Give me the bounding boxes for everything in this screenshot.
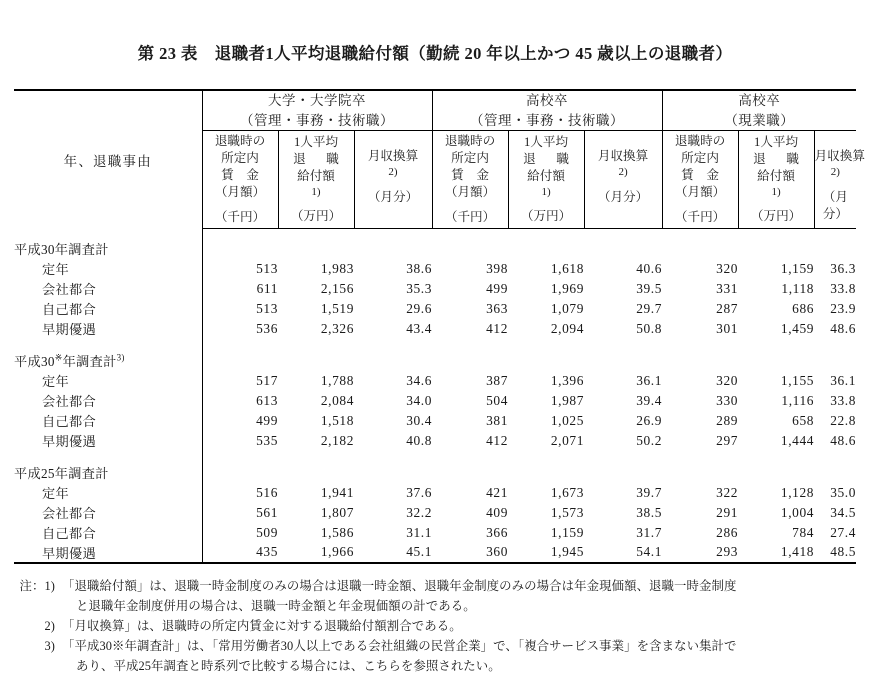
cell-value: 297 xyxy=(716,432,739,448)
note-line: 「平成30※年調査計」は、「常用労働者30人以上である会社組織の民営企業」で、「複合サービス事業」を含まない集計で xyxy=(62,638,737,653)
group-header-highschool-manual-line2: （現業職） xyxy=(724,112,795,128)
cell-value: 35.3 xyxy=(406,280,433,296)
cell-value: 286 xyxy=(716,524,739,540)
block-heading-text-post: 年調査計 xyxy=(62,353,117,369)
group-header-highschool-manual-line1: 高校卒 xyxy=(738,93,781,108)
block-heading-text: 平成30年調査計 xyxy=(14,241,109,257)
cell-value: 1,155 xyxy=(780,372,815,388)
cell-value: 516 xyxy=(256,484,278,500)
cell-value: 1,004 xyxy=(780,504,815,520)
table-row xyxy=(14,371,856,391)
table-block-spacer xyxy=(14,339,856,350)
cell-value: 1,459 xyxy=(780,320,815,336)
subheader-line: 1人平均 xyxy=(523,135,569,149)
table-row xyxy=(14,319,856,339)
cell-value: 289 xyxy=(716,412,739,428)
cell-value: 39.4 xyxy=(636,392,663,408)
table-row xyxy=(14,411,856,431)
group-header-highschool-admin xyxy=(432,90,662,131)
subheader-unit: （万円） xyxy=(290,209,342,224)
row-label: 早期優遇 xyxy=(14,319,202,339)
cell-value: 1,116 xyxy=(781,392,815,408)
cell-value: 2,156 xyxy=(320,280,354,296)
note-line: あり、平成25年調査と時系列で比較する場合には、こちらを参照されたい。 xyxy=(76,659,501,673)
subheader-line: 1人平均 xyxy=(754,135,799,149)
subheader-line: 所定内 xyxy=(681,150,719,165)
cell-value: 31.7 xyxy=(636,524,663,540)
note-text xyxy=(62,636,854,676)
subheader-benefit-highschool-admin xyxy=(508,131,584,229)
cell-value: 38.6 xyxy=(406,260,433,276)
cell-value: 37.6 xyxy=(406,484,433,500)
subheader-unit: （月分） xyxy=(597,189,649,204)
block-heading-empty xyxy=(202,238,856,259)
cell-value: 50.2 xyxy=(636,432,663,448)
table-notes xyxy=(16,576,854,676)
cell-value: 611 xyxy=(256,280,278,296)
table-row xyxy=(14,543,856,563)
cell-value: 1,673 xyxy=(550,484,585,500)
cell-value: 561 xyxy=(256,504,278,520)
cell-value: 287 xyxy=(716,300,739,316)
cell-value: 360 xyxy=(432,543,508,563)
cell-value: 784 xyxy=(792,524,815,540)
cell-value: 1,983 xyxy=(320,260,354,276)
row-label: 会社都合 xyxy=(14,391,202,411)
table-row xyxy=(14,503,856,523)
table-row xyxy=(14,299,856,319)
subheader-footnote-ref: 1) xyxy=(771,185,781,198)
cell-value: 33.8 xyxy=(830,280,857,296)
block-heading-text-pre: 平成30 xyxy=(14,353,55,369)
subheader-unit: （月分） xyxy=(367,189,419,204)
block-heading-label xyxy=(14,238,202,259)
subheader-wage-highschool-admin xyxy=(432,131,508,229)
cell-value: 30.4 xyxy=(406,412,433,428)
subheader-line: 退 職 xyxy=(753,151,803,166)
block-heading-label xyxy=(14,350,202,371)
subheader-unit: （万円） xyxy=(750,209,802,224)
cell-value: 1,969 xyxy=(550,280,585,296)
cell-value: 513 xyxy=(256,300,278,316)
cell-value: 29.7 xyxy=(636,300,663,316)
spacer xyxy=(815,131,857,148)
subheader-wage-university xyxy=(202,131,278,229)
cell-value: 2,182 xyxy=(320,432,354,448)
cell-value: 322 xyxy=(716,484,739,500)
cell-value: 32.2 xyxy=(406,504,433,520)
cell-value: 499 xyxy=(256,412,278,428)
block-heading-footnote-ref: 3) xyxy=(116,352,125,363)
cell-value: 34.5 xyxy=(830,504,857,520)
subheader-line: 退職時の xyxy=(444,133,496,148)
row-label: 自己都合 xyxy=(14,411,202,431)
subheader-months-university xyxy=(354,131,432,229)
spacer-cell xyxy=(14,229,202,238)
cell-value: 36.1 xyxy=(830,372,857,388)
cell-value: 48.5 xyxy=(814,543,856,563)
cell-value: 2,071 xyxy=(550,432,585,448)
subheader-line: 賃 金 xyxy=(681,167,719,182)
cell-value: 2,326 xyxy=(320,320,354,336)
subheader-footnote-ref: 2) xyxy=(618,166,628,178)
spacer-cell xyxy=(202,229,856,238)
note-text xyxy=(62,616,854,636)
group-header-university-line2: （管理・事務・技術職） xyxy=(240,112,395,128)
row-label: 会社都合 xyxy=(14,503,202,523)
cell-value: 1,418 xyxy=(738,543,814,563)
cell-value: 1,618 xyxy=(550,260,585,276)
cell-value: 50.8 xyxy=(636,320,663,336)
group-header-highschool-admin-line1: 高校卒 xyxy=(526,93,569,108)
cell-value: 45.1 xyxy=(354,543,432,563)
cell-value: 412 xyxy=(486,320,509,336)
table-row xyxy=(14,483,856,503)
cell-value: 48.6 xyxy=(830,432,857,448)
spacer-cell xyxy=(14,339,202,350)
note-label: 2) xyxy=(44,618,55,633)
group-header-university-line1: 大学・大学院卒 xyxy=(268,93,367,108)
cell-value: 39.7 xyxy=(636,484,663,500)
subheader-wage-highschool-manual xyxy=(662,131,738,229)
cell-value: 38.5 xyxy=(636,504,663,520)
table-body-top-spacer xyxy=(14,229,856,238)
stub-column-header xyxy=(14,90,202,229)
cell-value: 2,094 xyxy=(550,320,585,336)
spacer xyxy=(585,131,662,148)
subheader-line: 給付額 xyxy=(527,168,565,183)
subheader-months-highschool-admin xyxy=(584,131,662,229)
block-heading-text: 平成25年調査計 xyxy=(14,465,109,481)
row-label: 自己都合 xyxy=(14,299,202,319)
cell-value: 1,573 xyxy=(550,504,585,520)
subheader-line: 給付額 xyxy=(297,168,335,183)
note-text xyxy=(62,576,854,616)
table-block-heading-row xyxy=(14,462,856,483)
cell-value: 398 xyxy=(486,260,509,276)
cell-value: 686 xyxy=(792,300,815,316)
cell-value: 36.3 xyxy=(830,260,857,276)
stub-header-label: 年、退職事由 xyxy=(63,153,152,169)
subheader-footnote-ref: 2) xyxy=(830,166,840,178)
subheader-months-highschool-manual xyxy=(814,131,865,229)
cell-value: 2,084 xyxy=(320,392,354,408)
cell-value: 409 xyxy=(486,504,509,520)
cell-value: 1,118 xyxy=(781,280,815,296)
cell-value: 293 xyxy=(662,543,738,563)
note-line: 「退職給付額」は、退職一時金制度のみの場合は退職一時金額、退職年金制度のみの場合は年金現価額、退職一時金制度 xyxy=(62,578,737,593)
table-row xyxy=(14,279,856,299)
block-heading-asterisk-mark: ※ xyxy=(54,352,63,363)
cell-value: 331 xyxy=(716,280,739,296)
table-group-header-row xyxy=(14,90,856,131)
block-heading-empty xyxy=(202,350,856,371)
row-label: 定年 xyxy=(14,259,202,279)
cell-value: 517 xyxy=(256,372,278,388)
cell-value: 320 xyxy=(716,372,739,388)
cell-value: 320 xyxy=(716,260,739,276)
cell-value: 535 xyxy=(256,432,278,448)
cell-value: 1,518 xyxy=(320,412,354,428)
cell-value: 291 xyxy=(716,504,739,520)
subheader-line: 月収換算 xyxy=(814,149,865,164)
cell-value: 26.9 xyxy=(636,412,663,428)
cell-value: 513 xyxy=(256,260,278,276)
cell-value: 435 xyxy=(202,543,278,563)
subheader-line: 所定内 xyxy=(451,150,489,165)
subheader-line: 給付額 xyxy=(757,168,795,183)
row-label: 早期優遇 xyxy=(14,431,202,451)
cell-value: 301 xyxy=(716,320,739,336)
cell-value: 27.4 xyxy=(830,524,857,540)
block-heading-label xyxy=(14,462,202,483)
note-item-1 xyxy=(16,576,854,616)
spacer-cell xyxy=(14,451,202,462)
statistics-table xyxy=(14,89,865,564)
group-header-university xyxy=(202,90,432,131)
cell-value: 29.6 xyxy=(406,300,433,316)
cell-value: 536 xyxy=(256,320,278,336)
spacer-cell xyxy=(202,339,856,350)
note-label: 3) xyxy=(44,638,55,653)
table-row xyxy=(14,431,856,451)
subheader-line: 賃 金 xyxy=(451,167,489,182)
subheader-unit: （万円） xyxy=(520,209,572,224)
table-row xyxy=(14,391,856,411)
group-header-highschool-admin-line2: （管理・事務・技術職） xyxy=(470,112,625,128)
subheader-unit: （千円） xyxy=(674,210,726,225)
cell-value: 1,444 xyxy=(780,432,815,448)
subheader-benefit-highschool-manual xyxy=(738,131,814,229)
cell-value: 381 xyxy=(486,412,509,428)
subheader-line: 退 職 xyxy=(293,151,343,166)
cell-value: 54.1 xyxy=(584,543,662,563)
cell-value: 504 xyxy=(486,392,509,408)
cell-value: 366 xyxy=(486,524,509,540)
subheader-line: （月額） xyxy=(674,184,726,199)
subheader-unit: （千円） xyxy=(214,210,266,225)
group-header-highschool-manual xyxy=(662,90,856,131)
subheader-unit: （月分） xyxy=(822,189,848,221)
cell-value: 412 xyxy=(486,432,509,448)
subheader-line: 1人平均 xyxy=(293,135,339,149)
cell-value: 1,396 xyxy=(550,372,585,388)
cell-value: 1,159 xyxy=(780,260,815,276)
subheader-line: 月収換算 xyxy=(597,149,649,164)
cell-value: 387 xyxy=(486,372,509,388)
cell-value: 35.0 xyxy=(830,484,857,500)
cell-value: 23.9 xyxy=(830,300,857,316)
table-row xyxy=(14,259,856,279)
subheader-line: 退職時の xyxy=(214,133,266,148)
table-block-heading-row xyxy=(14,238,856,259)
subheader-benefit-university xyxy=(278,131,354,229)
cell-value: 1,128 xyxy=(780,484,815,500)
row-label: 早期優遇 xyxy=(14,543,202,563)
subheader-footnote-ref: 1) xyxy=(311,185,321,198)
cell-value: 1,966 xyxy=(278,543,354,563)
table-row xyxy=(14,523,856,543)
cell-value: 22.8 xyxy=(830,412,857,428)
cell-value: 1,945 xyxy=(508,543,584,563)
cell-value: 34.6 xyxy=(406,372,433,388)
cell-value: 31.1 xyxy=(406,524,433,540)
note-line: と退職年金制度併用の場合は、退職一時金額と年金現価額の計である。 xyxy=(76,598,476,613)
cell-value: 40.8 xyxy=(406,432,433,448)
spacer xyxy=(355,131,432,148)
table-block-spacer xyxy=(14,451,856,462)
subheader-line: 退 職 xyxy=(523,151,573,166)
note-line: 「月収換算」は、退職時の所定内賃金に対する退職給付額割合である。 xyxy=(62,618,462,633)
cell-value: 330 xyxy=(716,392,739,408)
cell-value: 48.6 xyxy=(830,320,857,336)
subheader-line: （月額） xyxy=(214,184,266,199)
subheader-unit: （千円） xyxy=(444,210,496,225)
cell-value: 509 xyxy=(256,524,278,540)
cell-value: 613 xyxy=(256,392,278,408)
cell-value: 1,788 xyxy=(320,372,354,388)
statistics-table-container xyxy=(14,64,865,564)
cell-value: 34.0 xyxy=(406,392,433,408)
subheader-line: 退職時の xyxy=(674,133,726,148)
cell-value: 36.1 xyxy=(636,372,663,388)
note-label: 注：1) xyxy=(19,578,55,593)
cell-value: 1,025 xyxy=(550,412,585,428)
cell-value: 39.5 xyxy=(636,280,663,296)
subheader-footnote-ref: 2) xyxy=(388,166,398,178)
subheader-line: 月収換算 xyxy=(367,149,419,164)
cell-value: 1,586 xyxy=(320,524,354,540)
cell-value: 43.4 xyxy=(406,320,433,336)
cell-value: 33.8 xyxy=(830,392,857,408)
note-item-3 xyxy=(16,636,854,676)
subheader-footnote-ref: 1) xyxy=(541,185,551,198)
cell-value: 499 xyxy=(486,280,509,296)
block-heading-empty xyxy=(202,462,856,483)
subheader-line: （月額） xyxy=(444,184,496,199)
cell-value: 363 xyxy=(486,300,509,316)
table-block-heading-row xyxy=(14,350,856,371)
page-title: 第 23 表 退職者1人平均退職給付額（勤続 20 年以上かつ 45 歳以上の退職者） xyxy=(137,44,733,63)
cell-value: 1,987 xyxy=(550,392,585,408)
row-label: 定年 xyxy=(14,483,202,503)
spacer-cell xyxy=(202,451,856,462)
row-label: 自己都合 xyxy=(14,523,202,543)
subheader-line: 賃 金 xyxy=(221,167,259,182)
cell-value: 1,807 xyxy=(320,504,354,520)
cell-value: 1,519 xyxy=(320,300,354,316)
cell-value: 40.6 xyxy=(636,260,663,276)
cell-value: 421 xyxy=(486,484,509,500)
cell-value: 1,079 xyxy=(550,300,585,316)
row-label: 定年 xyxy=(14,371,202,391)
row-label: 会社都合 xyxy=(14,279,202,299)
note-item-2 xyxy=(16,616,854,636)
cell-value: 1,941 xyxy=(320,484,354,500)
cell-value: 658 xyxy=(792,412,815,428)
subheader-line: 所定内 xyxy=(221,150,259,165)
cell-value: 1,159 xyxy=(550,524,585,540)
